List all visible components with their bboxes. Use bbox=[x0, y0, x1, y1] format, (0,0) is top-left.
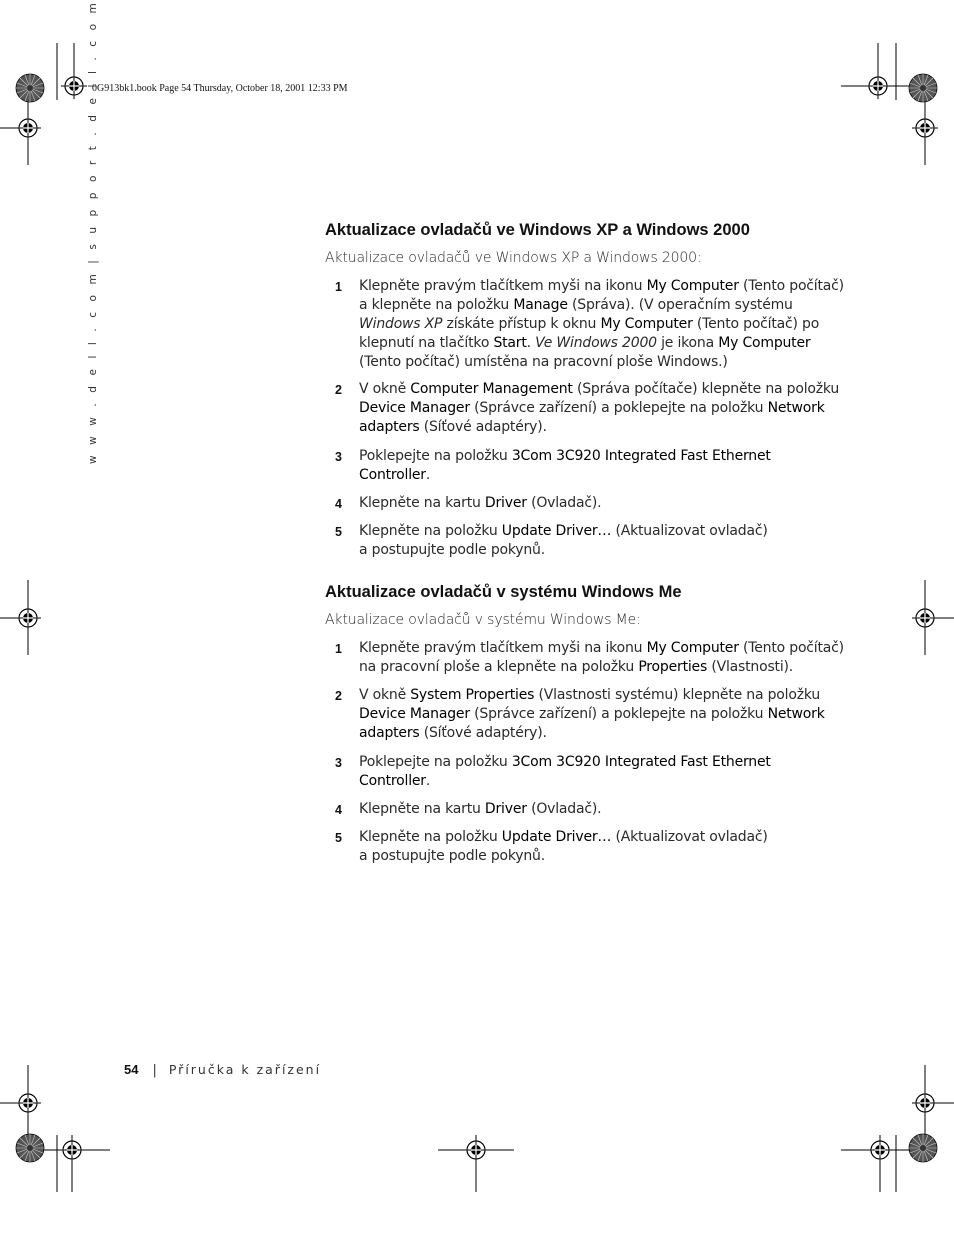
section-title: Aktualizace ovladačů ve Windows XP a Windows 2000 bbox=[325, 221, 750, 239]
step-text: Klepněte na kartu bbox=[359, 801, 485, 817]
step-number: 2 bbox=[335, 383, 342, 397]
ui-term: My Computer bbox=[646, 640, 739, 656]
ui-term: My Computer bbox=[646, 278, 739, 294]
step-text: a postupujte podle pokynů. bbox=[359, 542, 545, 558]
step-text: (Správa počítače) klepněte na položku bbox=[572, 381, 840, 397]
step-line bbox=[359, 828, 768, 847]
section-1 bbox=[325, 219, 845, 558]
print-slug: 0G913bk1.book Page 54 Thursday, October 18, 2001 12:33 PM bbox=[92, 83, 348, 94]
step-text: (Síťové adaptéry). bbox=[419, 725, 547, 741]
step-line bbox=[359, 315, 844, 334]
ui-term: Manage bbox=[513, 297, 568, 313]
step-item bbox=[325, 380, 839, 437]
footer-separator: | bbox=[152, 1063, 157, 1078]
section-intro: Aktualizace ovladačů v systému Windows Me: bbox=[325, 612, 641, 628]
step-text: Poklepejte na položku bbox=[359, 754, 512, 770]
step-text: Klepněte na položku bbox=[359, 829, 502, 845]
step-text: (Aktualizovat ovladač) bbox=[611, 829, 768, 845]
step-line bbox=[359, 380, 839, 399]
step-line bbox=[359, 399, 839, 418]
step-text: na pracovní ploše a klepněte na položku bbox=[359, 659, 639, 675]
step-line bbox=[359, 334, 844, 353]
ui-term: Properties bbox=[638, 659, 708, 675]
step-number: 2 bbox=[335, 689, 342, 703]
step-text: (Tento počítač) bbox=[738, 278, 844, 294]
ui-term: My Computer bbox=[718, 335, 811, 351]
step-text: (Tento počítač) po bbox=[692, 316, 820, 332]
step-text: a klepněte na položku bbox=[359, 297, 514, 313]
step-text: Klepněte na kartu bbox=[359, 495, 485, 511]
step-text: Poklepejte na položku bbox=[359, 448, 512, 464]
ui-term: Update Driver… bbox=[501, 523, 612, 539]
step-text: (Ovladač). bbox=[526, 801, 602, 817]
step-number: 4 bbox=[335, 803, 342, 817]
step-text: je ikona bbox=[656, 335, 719, 351]
ui-term: My Computer bbox=[600, 316, 693, 332]
step-text: klepnutí na tlačítko bbox=[359, 335, 494, 351]
ui-term: Network bbox=[767, 400, 825, 416]
step-item bbox=[325, 828, 768, 866]
step-text: (Tento počítač) umístěna na pracovní ploše Windows.) bbox=[359, 354, 728, 370]
ui-term: Device Manager bbox=[359, 706, 470, 722]
step-number: 4 bbox=[335, 497, 342, 511]
step-number: 5 bbox=[335, 525, 342, 539]
book-title: Příručka k zařízení bbox=[168, 1062, 322, 1077]
ui-term: Device Manager bbox=[359, 400, 470, 416]
step-line bbox=[359, 753, 771, 772]
section-intro: Aktualizace ovladačů ve Windows XP a Windows 2000: bbox=[325, 250, 702, 266]
step-line bbox=[359, 639, 844, 658]
step-number: 3 bbox=[335, 756, 342, 770]
step-number: 5 bbox=[335, 831, 342, 845]
ui-term: Start bbox=[493, 335, 527, 351]
step-item bbox=[325, 447, 771, 485]
ui-term: 3Com 3C920 Integrated Fast Ethernet bbox=[511, 448, 771, 464]
ui-term: System Properties bbox=[410, 687, 535, 703]
step-text: . bbox=[425, 467, 431, 483]
step-line bbox=[359, 447, 771, 466]
step-item bbox=[325, 753, 771, 791]
step-item bbox=[325, 522, 768, 560]
emphasis-text: Ve Windows 2000 bbox=[535, 335, 657, 351]
step-line bbox=[359, 686, 825, 705]
ui-term: Update Driver… bbox=[501, 829, 612, 845]
ui-term: Computer Management bbox=[410, 381, 573, 397]
step-item bbox=[325, 800, 601, 819]
step-text: V okně bbox=[359, 381, 411, 397]
step-line bbox=[359, 772, 771, 791]
ui-term: Controller bbox=[359, 467, 426, 483]
step-text: (Správce zařízení) a poklepejte na položku bbox=[469, 400, 768, 416]
section-2 bbox=[325, 581, 845, 864]
step-text: . bbox=[526, 335, 536, 351]
step-line bbox=[359, 277, 844, 296]
ui-term: adapters bbox=[359, 725, 420, 741]
step-text: (Tento počítač) bbox=[738, 640, 844, 656]
step-item bbox=[325, 494, 601, 513]
step-text: . bbox=[425, 773, 431, 789]
step-number: 3 bbox=[335, 450, 342, 464]
step-text: (Vlastnosti systému) klepněte na položku bbox=[534, 687, 821, 703]
ui-term: Driver bbox=[484, 801, 527, 817]
step-line bbox=[359, 353, 844, 372]
step-line bbox=[359, 418, 839, 437]
ui-term: adapters bbox=[359, 419, 420, 435]
step-text: získáte přístup k oknu bbox=[442, 316, 601, 332]
section-title: Aktualizace ovladačů v systému Windows Me bbox=[325, 583, 682, 601]
step-number: 1 bbox=[335, 642, 342, 656]
step-line bbox=[359, 800, 601, 819]
step-text: (Ovladač). bbox=[526, 495, 602, 511]
step-item bbox=[325, 277, 844, 372]
step-text: V okně bbox=[359, 687, 411, 703]
page-footer bbox=[124, 1062, 321, 1078]
step-line bbox=[359, 296, 844, 315]
step-line bbox=[359, 705, 825, 724]
step-text: (Aktualizovat ovladač) bbox=[611, 523, 768, 539]
side-url: w w w . d e l l . c o m | s u p p o r t . d e l l . c o m bbox=[87, 0, 99, 464]
step-text: a postupujte podle pokynů. bbox=[359, 848, 545, 864]
step-text: (Správce zařízení) a poklepejte na položku bbox=[469, 706, 768, 722]
step-text: Klepněte pravým tlačítkem myši na ikonu bbox=[359, 640, 647, 656]
step-text: Klepněte pravým tlačítkem myši na ikonu bbox=[359, 278, 647, 294]
page-number: 54 bbox=[124, 1062, 139, 1077]
step-line bbox=[359, 724, 825, 743]
ui-term: 3Com 3C920 Integrated Fast Ethernet bbox=[511, 754, 771, 770]
step-item bbox=[325, 686, 825, 743]
step-text: Klepněte na položku bbox=[359, 523, 502, 539]
ui-term: Controller bbox=[359, 773, 426, 789]
step-text: (Vlastnosti). bbox=[707, 659, 794, 675]
step-item bbox=[325, 639, 844, 677]
step-line bbox=[359, 466, 771, 485]
step-text: (Síťové adaptéry). bbox=[419, 419, 547, 435]
step-line bbox=[359, 658, 844, 677]
step-line bbox=[359, 847, 768, 866]
step-line bbox=[359, 522, 768, 541]
step-line bbox=[359, 541, 768, 560]
ui-term: Driver bbox=[484, 495, 527, 511]
ui-term: Network bbox=[767, 706, 825, 722]
step-line bbox=[359, 494, 601, 513]
emphasis-text: Windows XP bbox=[359, 316, 443, 332]
step-text: (Správa). (V operačním systému bbox=[567, 297, 793, 313]
step-number: 1 bbox=[335, 280, 342, 294]
